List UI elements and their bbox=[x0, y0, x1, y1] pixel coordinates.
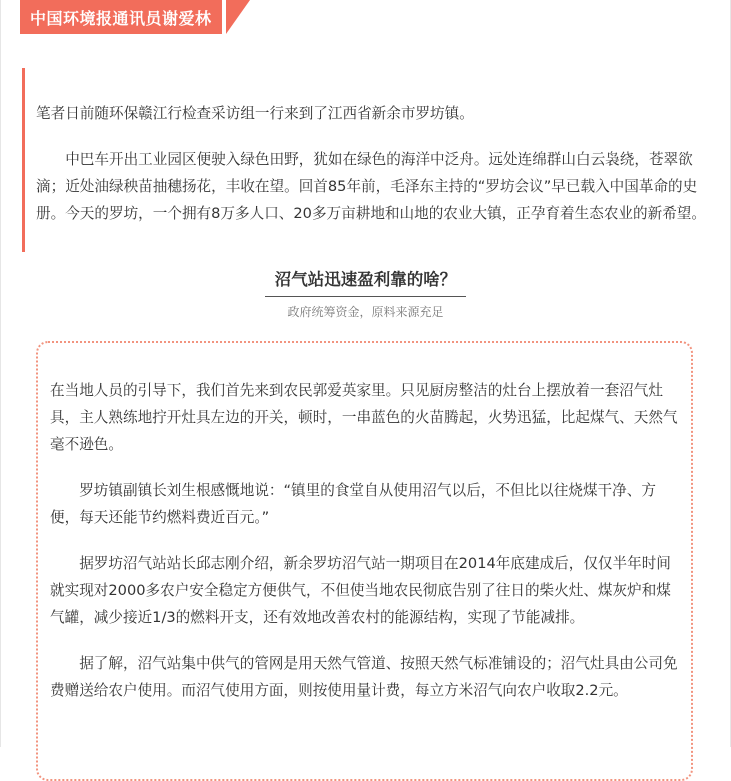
intro-block bbox=[22, 68, 714, 252]
body-paragraph-4: 据了解，沼气站集中供气的管网是用天然气管道、按照天然气标准铺设的；沼气灶具由公司免费赠送给农户使用。而沼气使用方面，则按使用量计费，每立方米沼气向农户收取2.2元。 bbox=[50, 655, 678, 699]
author-label: 中国环境报通讯员谢爱林 bbox=[20, 0, 222, 34]
badge-triangle-decoration bbox=[226, 0, 250, 34]
section-subtitle: 政府统筹资金，原料来源充足 bbox=[287, 305, 444, 319]
body-paragraph-1: 在当地人员的引导下，我们首先来到农民郭爱英家里。只见厨房整洁的灶台上摆放着一套沼气灶具，主人熟练地拧开灶具左边的开关，顿时，一串蓝色的火苗腾起，火势迅猛，比起煤气、天然气毫不逊色。 bbox=[50, 382, 678, 453]
section-title: 沼气站迅速盈利靠的啥？ bbox=[265, 263, 467, 297]
author-badge bbox=[20, 0, 250, 34]
intro-paragraph-1: 笔者日前随环保赣江行检查采访组一行来到了江西省新余市罗坊镇。 bbox=[36, 105, 474, 122]
body-paragraph-3: 据罗坊沼气站站长邱志刚介绍，新余罗坊沼气站一期项目在2014年底建成后，仅仅半年时间就实现对2000多农户安全稳定方便供气，不但使当地农民彻底告别了往日的柴火灶、煤灰炉和煤气罐，减少接近1/3的燃料开支，还有效地改善农村的能源结构，实现了节能减排。 bbox=[50, 555, 671, 626]
section-heading bbox=[0, 263, 731, 320]
body-paragraph-2: 罗坊镇副镇长刘生根感慨地说：“镇里的食堂自从使用沼气以后，不但比以往烧煤干净、方便，每天还能节约燃料费近百元。” bbox=[50, 482, 656, 526]
intro-paragraph-2: 中巴车开出工业园区便驶入绿色田野，犹如在绿色的海洋中泛舟。远处连绵群山白云袅绕，苍翠欲滴；近处油绿秧苗抽穗扬花，丰收在望。回首85年前，毛泽东主持的“罗坊会议”早已载入中国革命的史册。今天的罗坊，一个拥有8万多人口、20多万亩耕地和山地的农业大镇，正孕育着生态农业的新希望。 bbox=[36, 151, 706, 222]
body-content-box bbox=[36, 341, 693, 781]
